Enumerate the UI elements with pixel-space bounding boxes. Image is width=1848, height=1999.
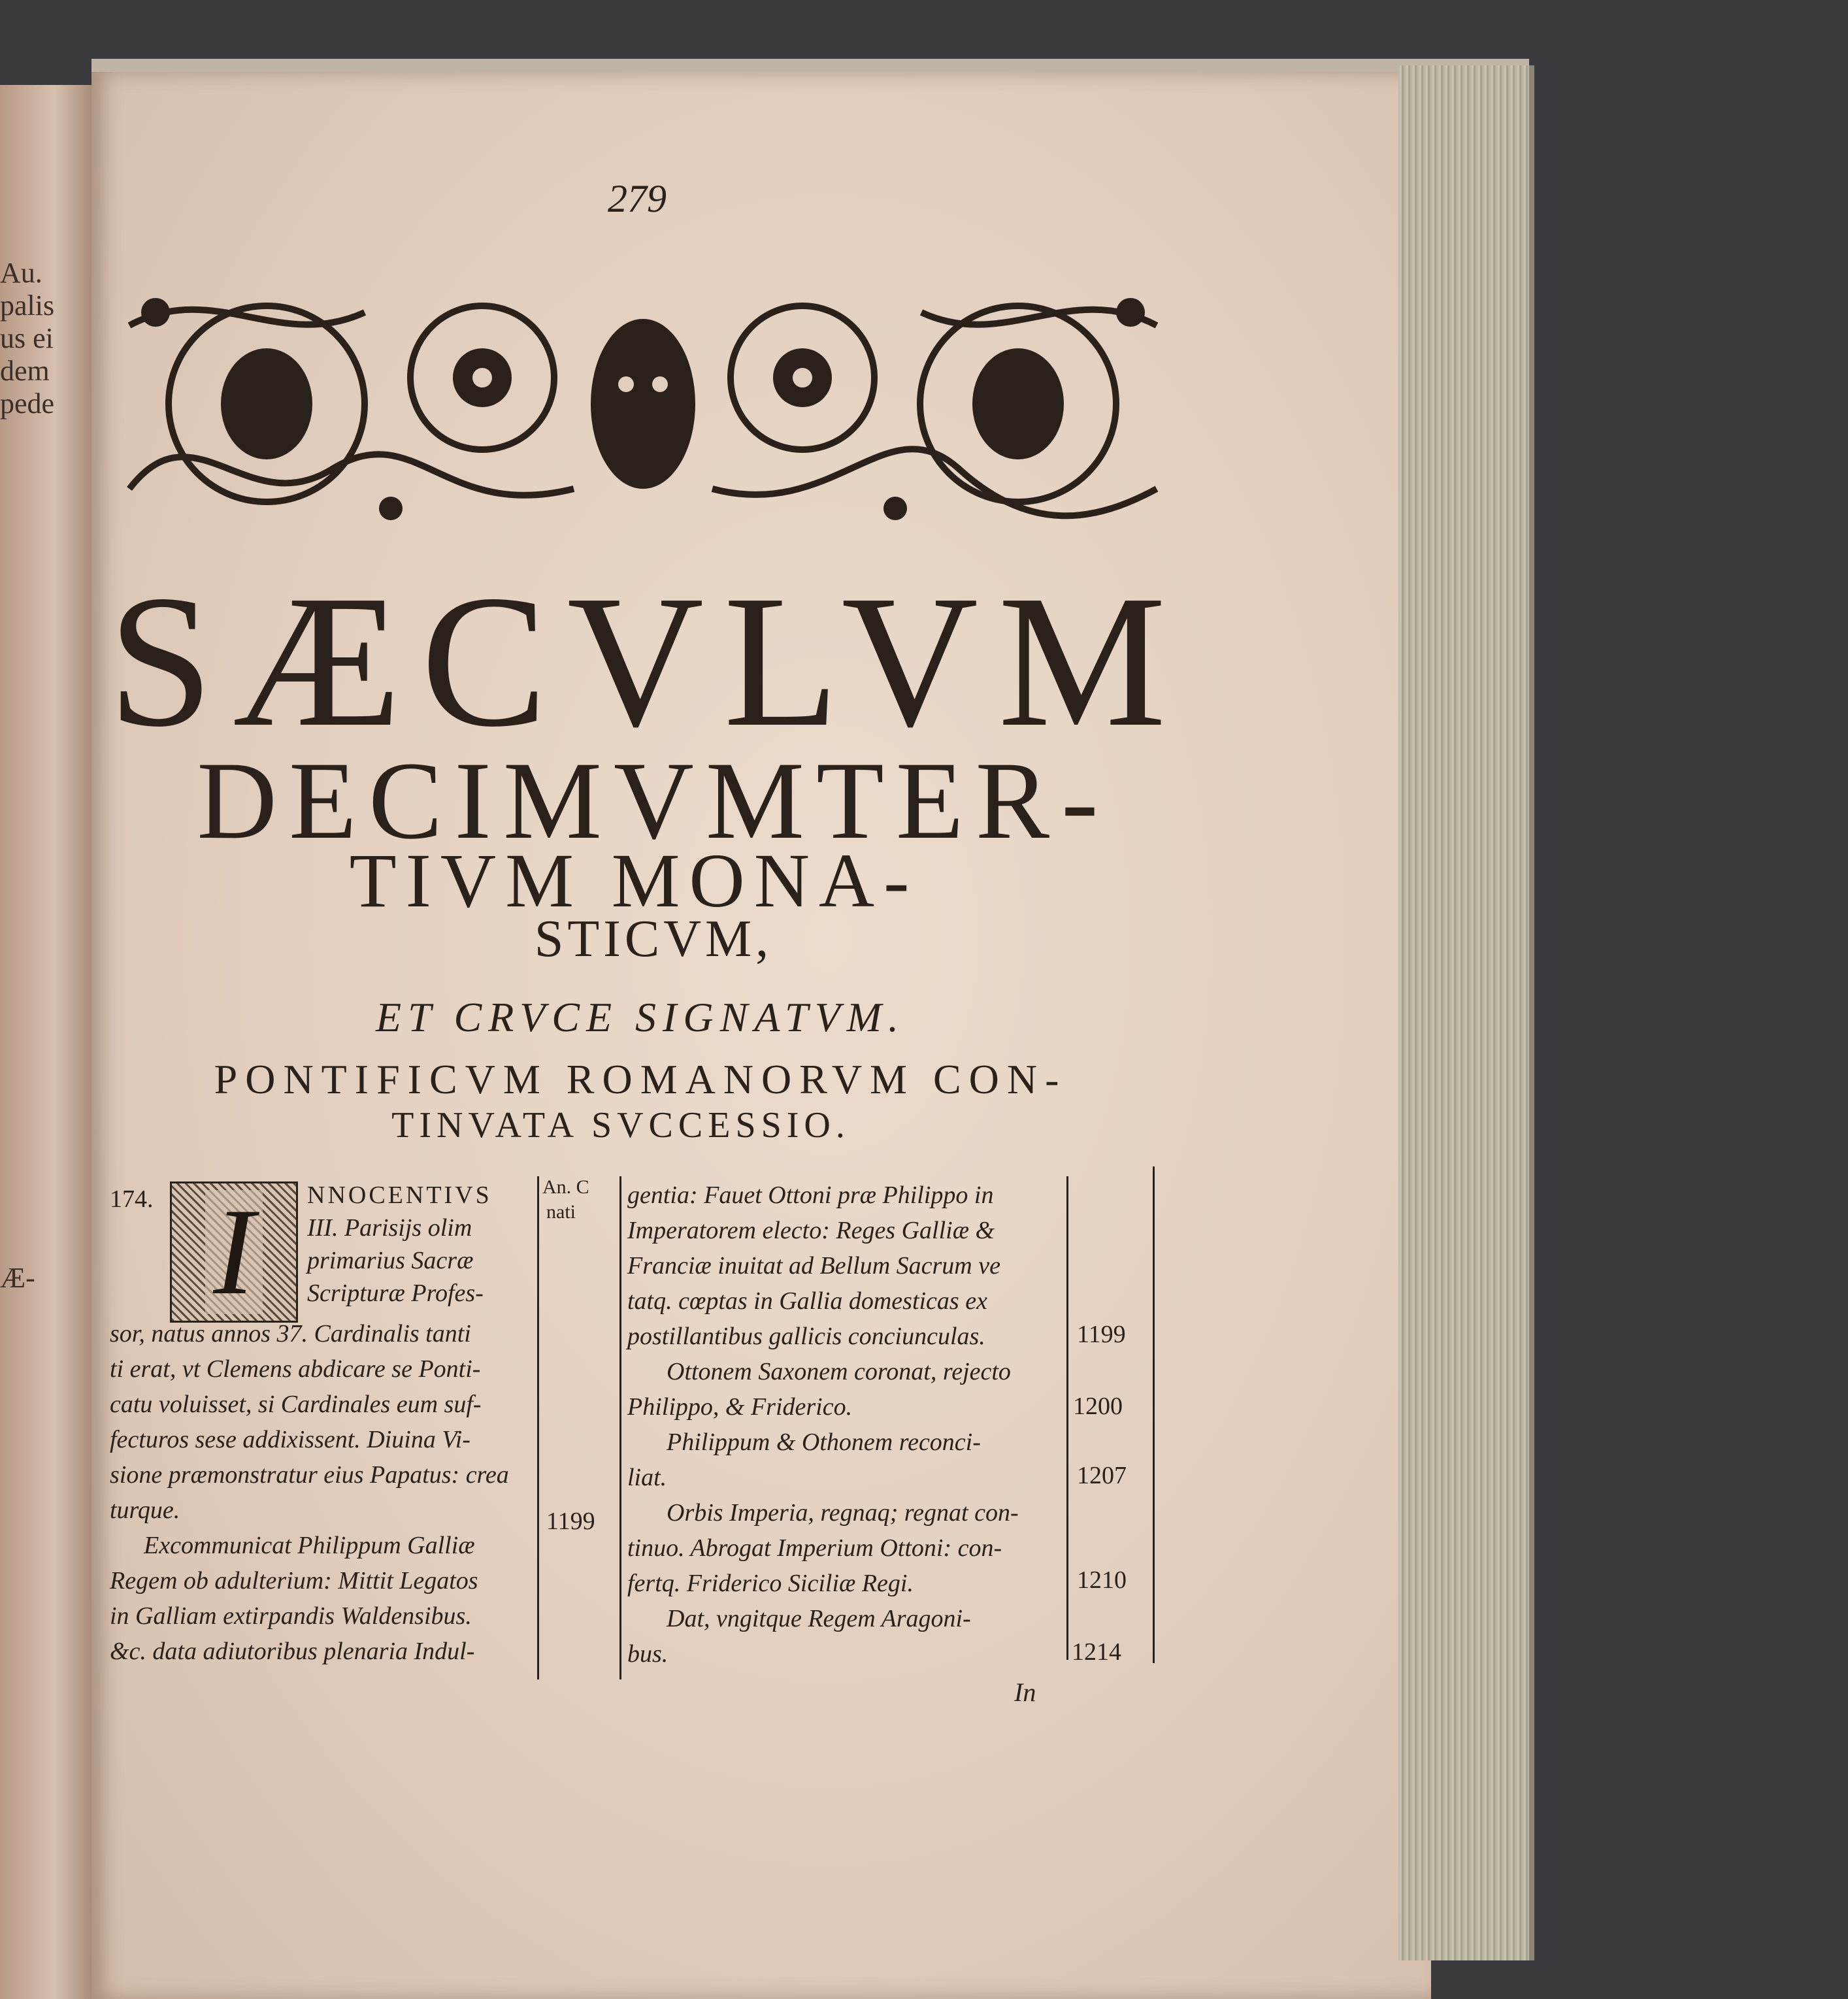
column-rule [537,1176,539,1679]
text-line: NNOCENTIVS [307,1181,492,1209]
text-line: fertq. Friderico Siciliæ Regi. [627,1570,914,1597]
drop-cap-letter: I [205,1190,262,1314]
text-line: tinuo. Abrogat Imperium Ottoni: con- [627,1534,1002,1562]
text-line: in Galliam extirpandis Waldensibus. [110,1602,472,1630]
text-line: &c. data adiutoribus plenaria Indul- [110,1638,475,1665]
text-line: tatq. cœptas in Gallia domesticas ex [627,1287,987,1315]
text-line: postillantibus gallicis conciunculas. [627,1323,985,1350]
year-label: 1199 [1077,1321,1126,1348]
drop-cap [170,1181,298,1323]
text-line: catu voluisset, si Cardinales eum suf- [110,1391,482,1418]
text-line: sor, natus annos 37. Cardinalis tanti [110,1320,471,1347]
text-line: Regem ob adulterium: Mittit Legatos [110,1567,478,1594]
title-line-1: SÆCVLVM [108,556,1186,766]
year-label: 1200 [1073,1393,1123,1420]
page-number: 279 [608,177,667,220]
text-line: Philippum & Othonem reconci- [667,1429,981,1456]
left-page-fragment: Æ- [0,1262,35,1294]
subtitle-line-3: TINVATA SVCCESSIO. [391,1105,850,1146]
text-line: ti erat, vt Clemens abdicare se Ponti- [110,1355,481,1383]
year-label: 1207 [1077,1462,1127,1489]
text-line: fecturos sese addixissent. Diuina Vi- [110,1426,470,1453]
left-page-fragment: dem [0,355,50,387]
text-line: Orbis Imperia, regnaq; regnat con- [667,1499,1019,1527]
column-rule [1066,1176,1068,1660]
text-line: III. Parisijs olim [307,1214,472,1242]
subtitle-line-1: ET CRVCE SIGNATVM. [376,994,905,1040]
text-line: Scripturæ Profes- [307,1280,484,1307]
year-header: An. C [542,1176,589,1198]
title-line-2: DECIMVMTER- [197,739,1110,862]
text-line: Franciæ inuitat ad Bellum Sacrum ve [627,1252,1000,1280]
text-line: sione præmonstratur eius Papatus: crea [110,1461,509,1489]
column-rule [619,1176,621,1679]
text-line: primarius Sacræ [307,1247,474,1274]
left-page-fragment: palis [0,289,55,322]
page-edges [1398,65,1534,1960]
text-line: gentia: Fauet Ottoni præ Philippo in [627,1181,994,1209]
text-line: Excommunicat Philippum Galliæ [144,1532,475,1559]
ornamental-headpiece-icon [116,273,1170,535]
year-label: 1199 [546,1508,595,1535]
text-line: liat. [627,1464,667,1491]
left-page-fragment: Au. [0,257,42,289]
left-page-fragment: us ei [0,322,54,354]
subtitle-line-2: PONTIFICVM ROMANORVM CON- [214,1056,1067,1102]
year-label: 1214 [1072,1638,1121,1666]
entry-number: 174. [110,1185,154,1213]
column-rule [1153,1166,1155,1663]
text-line: turque. [110,1496,180,1524]
title-line-4: STICVM, [534,910,773,968]
title-line-3: TIVM MONA- [349,838,919,923]
text-line: Philippo, & Friderico. [627,1393,853,1421]
text-line: Imperatorem electo: Reges Galliæ & [627,1217,995,1244]
catchword: In [1014,1677,1036,1707]
left-page [0,85,91,1999]
text-line: Ottonem Saxonem coronat, rejecto [667,1358,1011,1385]
left-page-fragment: pede [0,388,55,420]
year-label: 1210 [1077,1566,1127,1594]
text-line: Dat, vngitque Regem Aragoni- [667,1605,971,1632]
year-header: nati [546,1201,576,1223]
text-line: bus. [627,1640,668,1668]
